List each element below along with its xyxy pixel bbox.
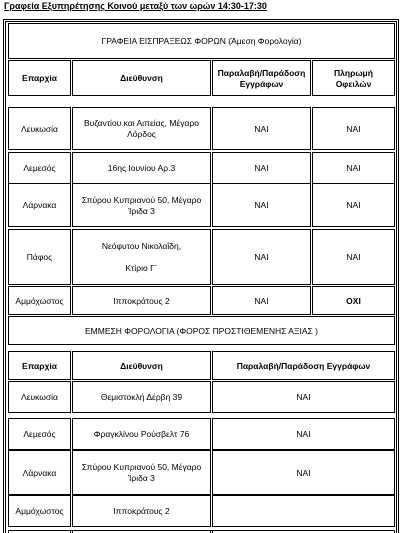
address-cell: Ιπποκράτους 2 <box>113 506 170 516</box>
col-header-payment: Πληρωμή Οφειλών <box>334 67 373 89</box>
district-cell: Λευκωσία <box>21 123 58 134</box>
documents-cell: ΝΑΙ <box>254 200 269 210</box>
documents-cell: ΝΑΙ <box>296 429 311 439</box>
district-cell: Αμμόχωστος <box>15 506 64 516</box>
col-header-documents: Παραλαβή/Παράδοση Εγγράφων <box>217 67 306 89</box>
vat-section-title: ΕΜΜΕΣΗ ΦΟΡΟΛΟΓΙΑ (ΦΟΡΟΣ ΠΡΟΣΤΙΘΕΜΕΝΗΣ ΑΞΙΑΣ ) <box>85 325 318 336</box>
col-header-district: Επαρχία <box>22 360 57 371</box>
documents-cell: ΝΑΙ <box>254 123 269 134</box>
district-cell: Αμμόχωστος <box>15 295 64 306</box>
col-header-address: Διεύθυνση <box>120 73 163 83</box>
documents-cell: ΝΑΙ <box>254 295 269 306</box>
address-cell: 16ης Ιουνίου Αρ.3 <box>107 163 176 173</box>
address-cell: Βυζαντίου και Αιπείας, Μέγαρο Λόρδος <box>84 118 199 139</box>
documents-cell: ΝΑΙ <box>254 252 269 262</box>
col-header-district: Επαρχία <box>22 73 57 83</box>
payment-cell: ΟΧΙ <box>346 295 361 306</box>
documents-cell: ΝΑΙ <box>296 467 311 478</box>
address-cell: Φραγκλίνου Ρούσβελτ 76 <box>93 429 190 439</box>
district-cell: Λεμεσός <box>23 429 56 439</box>
tax-offices-table <box>3 19 399 533</box>
address-cell: Ιπποκράτους 2 <box>113 295 170 306</box>
district-cell: Λάρνακα <box>22 200 57 210</box>
address-cell: Σπύρου Κυπριανού 50, Μέγαρο Ίριδα 3 <box>81 194 202 216</box>
payment-cell: ΝΑΙ <box>346 163 361 173</box>
documents-cell: ΝΑΙ <box>296 392 311 402</box>
documents-cell <box>213 496 394 527</box>
district-cell: Λάρνακα <box>22 467 57 478</box>
payment-cell: ΝΑΙ <box>346 252 361 262</box>
address-cell <box>73 230 210 285</box>
district-cell: Πάφος <box>26 252 53 262</box>
address-line-2: Κτίριο Γ΄ <box>125 263 158 273</box>
address-cell: Θεμιστοκλή Δέρβη 39 <box>100 392 183 402</box>
address-cell: Σπύρου Κυπριανού 50, Μέγαρο Ίριδα 3 <box>81 462 202 483</box>
col-header-address: Διεύθυνση <box>120 360 163 371</box>
page-heading: Γραφεία Εξυπηρέτησης Κοινού μεταξύ των ωρών 14:30-17:30 <box>4 1 267 11</box>
col-header-documents: Παραλαβή/Παράδοση Εγγράφων <box>236 360 371 371</box>
documents-cell: ΝΑΙ <box>254 163 269 173</box>
payment-cell: ΝΑΙ <box>346 123 361 134</box>
district-cell: Λεμεσός <box>23 163 56 173</box>
payment-cell: ΝΑΙ <box>346 200 361 210</box>
district-cell: Λευκωσία <box>21 392 58 402</box>
direct-tax-section-title: ΓΡΑΦΕΙΑ ΕΙΣΠΡΑΞΕΩΣ ΦΟΡΩΝ (Άμεση Φορολογία) <box>101 36 302 46</box>
address-line-1: Νεόφυτου Νικολαΐδη, <box>101 241 182 251</box>
